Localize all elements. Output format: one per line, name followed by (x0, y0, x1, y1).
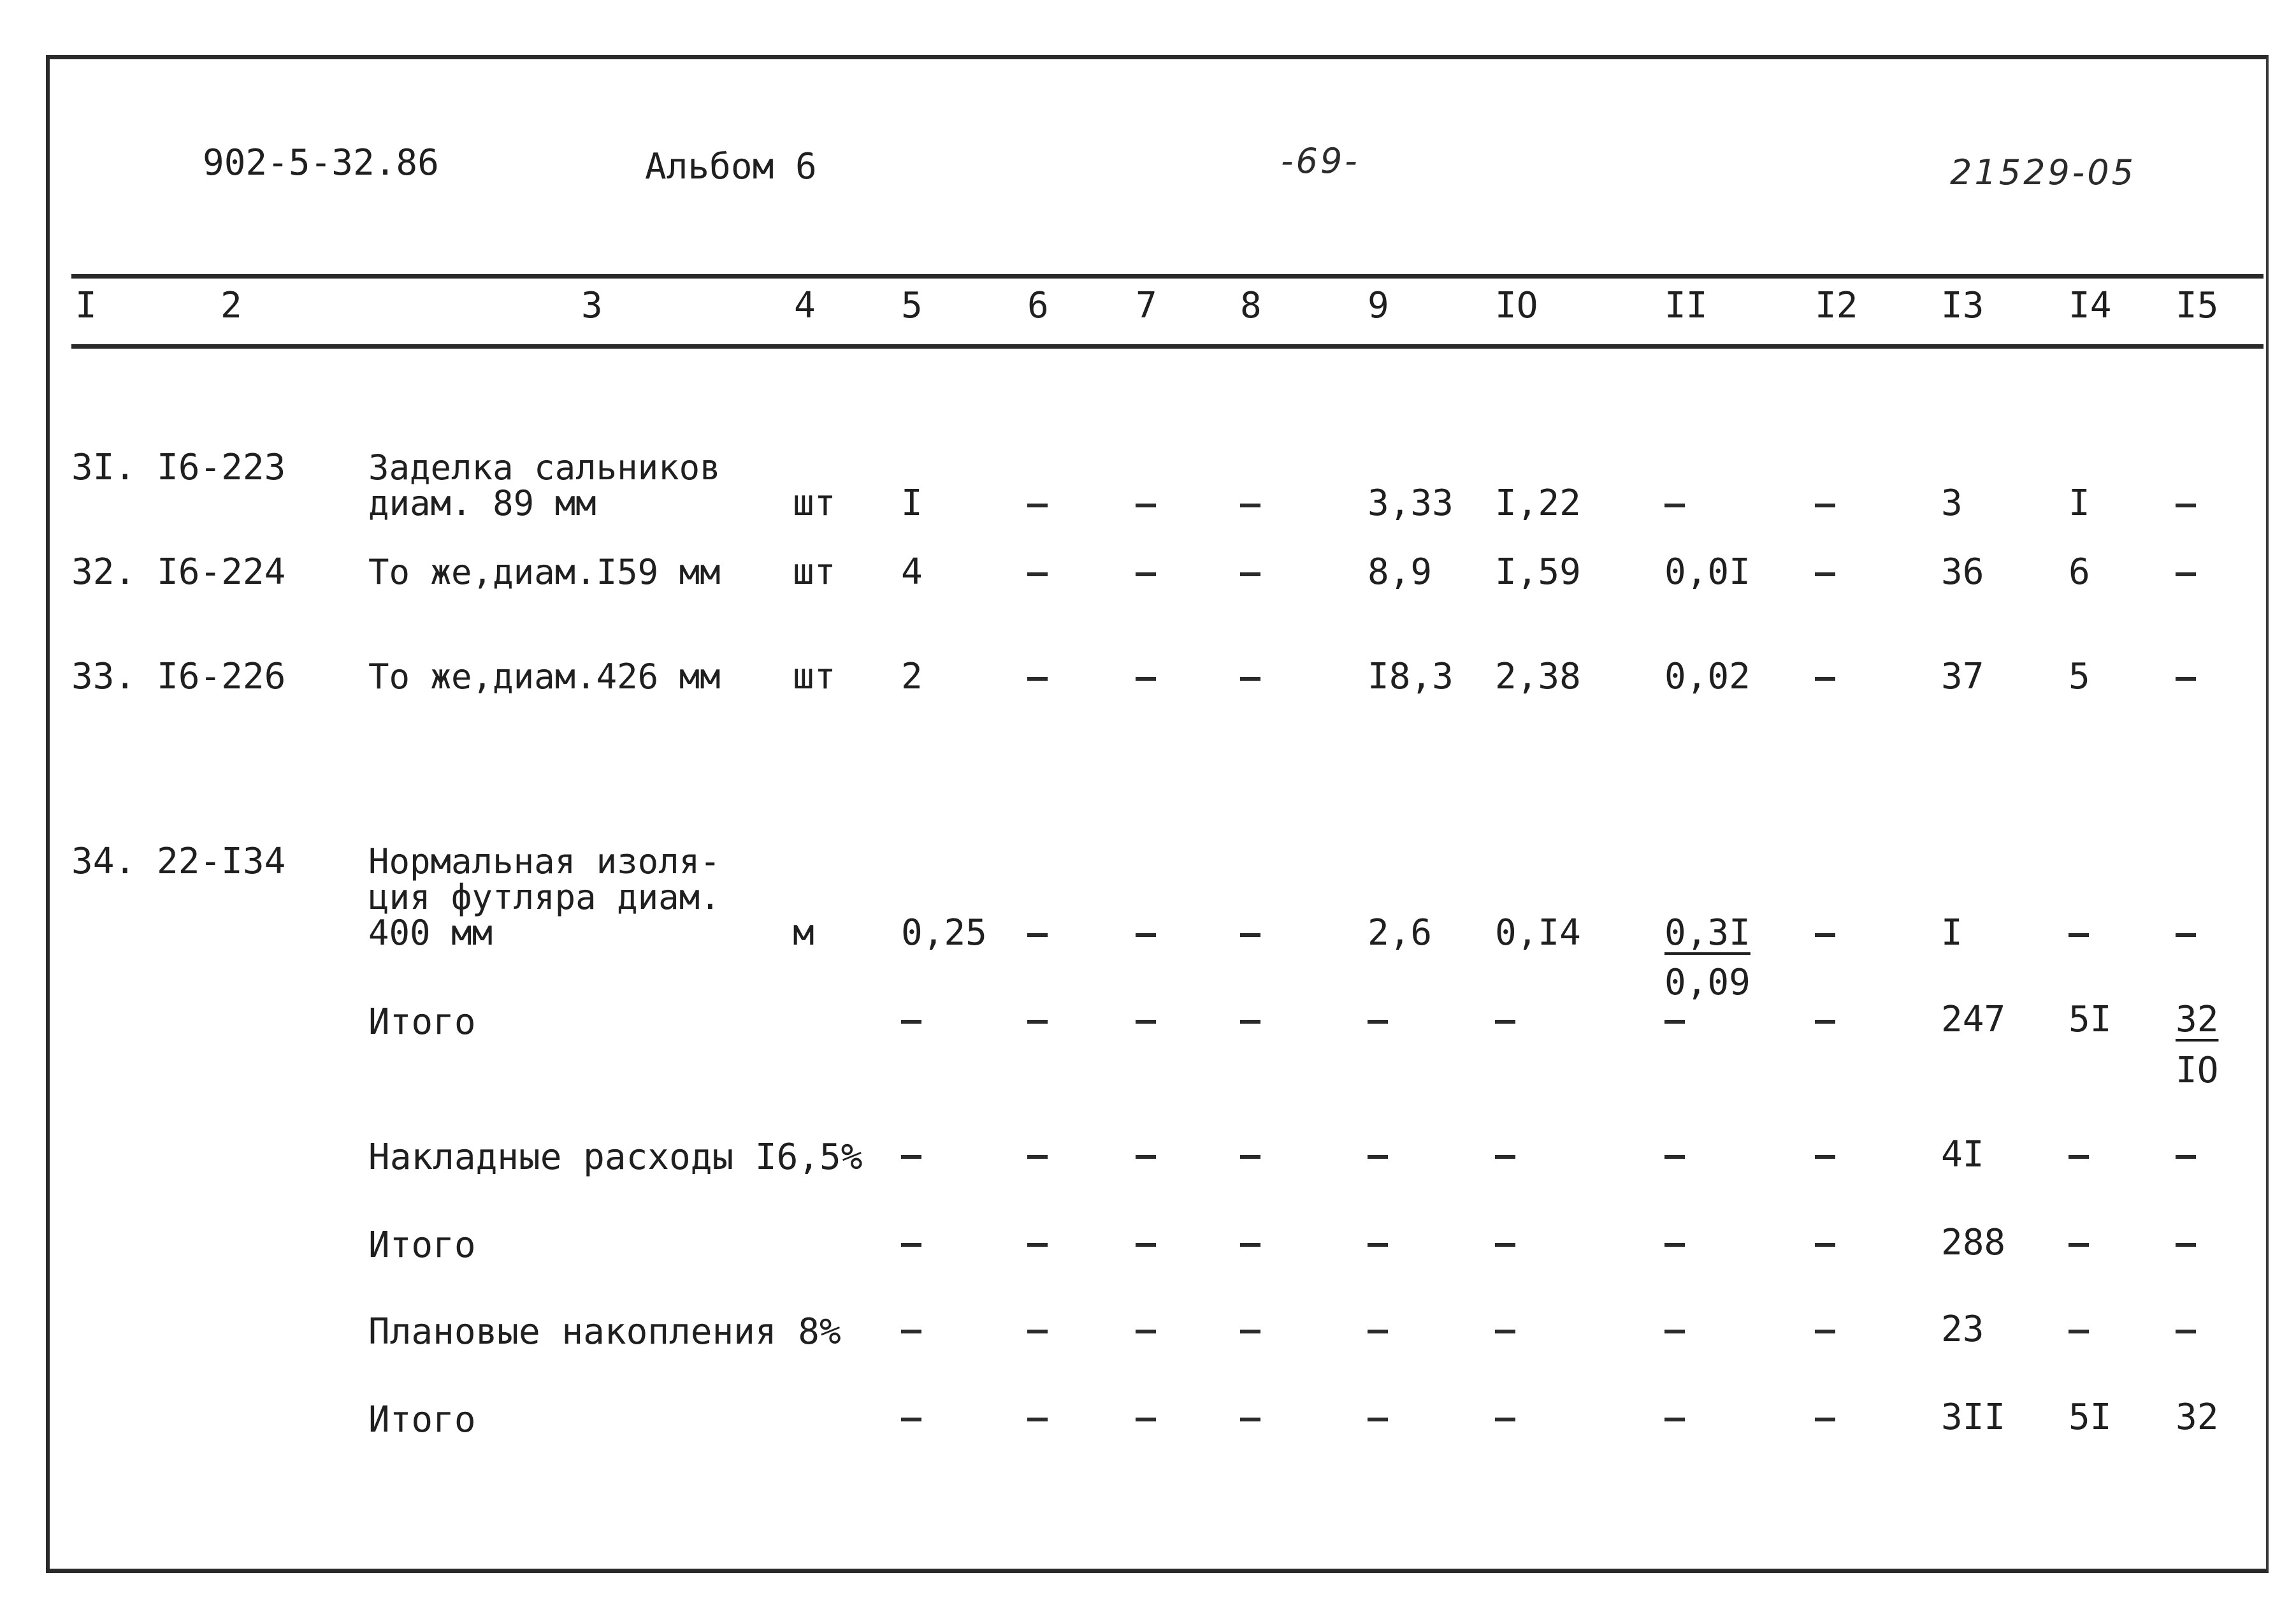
cell-c13: 36 (1941, 551, 1984, 593)
dash-mark (901, 1020, 921, 1024)
column-number: IO (1495, 285, 1538, 326)
cell-c15 (2176, 659, 2196, 695)
dash-mark (1368, 1330, 1388, 1333)
dash-mark (1027, 572, 1048, 576)
total-label: Итого (368, 1224, 476, 1266)
row-description: Заделка сальников диам. 89 мм (368, 447, 721, 523)
column-number: 5 (901, 285, 923, 326)
dash-mark (1664, 1418, 1685, 1421)
cell-c11: 0,3I (1664, 912, 1751, 954)
dash-mark (901, 1243, 921, 1247)
page-number: -69- (1281, 141, 1360, 181)
column-number: 9 (1368, 285, 1389, 326)
dash-mark (2176, 933, 2196, 937)
dash-mark (1495, 1330, 1515, 1333)
cell-c10: I,22 (1495, 483, 1581, 524)
total-cell-c6 (1027, 1225, 1048, 1261)
total-cell-c15: 32 (2176, 1397, 2219, 1438)
row-number: 34. (71, 841, 136, 882)
total-cell-c8 (1240, 1400, 1260, 1435)
row-description: Нормальная изоля- ция футляра диам. 400 мм (368, 841, 721, 953)
cell-c12 (1815, 915, 1835, 951)
dash-mark (1368, 1418, 1388, 1421)
row-code: I6-226 (157, 656, 286, 697)
column-number: I2 (1815, 285, 1858, 326)
total-cell-c10 (1495, 1002, 1515, 1038)
dash-mark (2069, 1243, 2089, 1247)
total-cell-c7 (1136, 1400, 1156, 1435)
column-number: I (75, 285, 97, 326)
total-cell-c5 (901, 1002, 921, 1038)
row-code: I6-223 (157, 447, 286, 488)
column-number: 7 (1136, 285, 1157, 326)
cell-c7 (1136, 486, 1156, 521)
total-cell-c15 (2176, 1225, 2196, 1261)
total-cell-c9 (1368, 1002, 1388, 1038)
total-cell-c6 (1027, 1312, 1048, 1347)
dash-mark (1368, 1155, 1388, 1159)
cell-c15 (2176, 915, 2196, 951)
dash-mark (1136, 933, 1156, 937)
total-cell-c9 (1368, 1312, 1388, 1347)
archive-number: 21529-05 (1950, 152, 2136, 192)
total-cell-c14 (2069, 1225, 2089, 1261)
column-number: I3 (1941, 285, 1984, 326)
row-description: То же,диам.426 мм (368, 657, 721, 697)
cell-c9: 2,6 (1368, 912, 1433, 954)
total-cell-c11 (1664, 1400, 1685, 1435)
total-label: Накладные расходы I6,5% (368, 1136, 863, 1178)
dash-mark (1495, 1418, 1515, 1421)
cell-c15 (2176, 555, 2196, 590)
dash-mark (1027, 504, 1048, 507)
total-cell-c13: 247 (1941, 999, 2006, 1040)
column-number: II (1664, 285, 1708, 326)
dash-mark (1815, 1418, 1835, 1421)
total-cell-c13: 288 (1941, 1222, 2006, 1263)
total-cell-c5 (901, 1312, 921, 1347)
dash-mark (2176, 572, 2196, 576)
dash-mark (1136, 677, 1156, 681)
cell-c6 (1027, 915, 1048, 951)
total-cell-c8 (1240, 1002, 1260, 1038)
cell-c13: 3 (1941, 483, 1963, 524)
column-number: 2 (220, 285, 242, 326)
total-cell-c12 (1815, 1002, 1835, 1038)
column-number: I4 (2069, 285, 2112, 326)
total-cell-c14 (2069, 1312, 2089, 1347)
total-cell-c6 (1027, 1137, 1048, 1173)
dash-mark (1240, 504, 1260, 507)
dash-mark (901, 1155, 921, 1159)
dash-mark (1240, 677, 1260, 681)
dash-mark (1027, 1020, 1048, 1024)
total-cell-c13: 23 (1941, 1309, 1984, 1350)
dash-mark (1495, 1243, 1515, 1247)
dash-mark (901, 1418, 921, 1421)
dash-mark (1240, 1418, 1260, 1421)
total-cell-c13: 4I (1941, 1134, 1984, 1175)
dash-mark (1027, 677, 1048, 681)
cell-c7 (1136, 659, 1156, 695)
cell-c5: 4 (901, 551, 923, 593)
dash-mark (1815, 1155, 1835, 1159)
cell-c9: 3,33 (1368, 483, 1454, 524)
total-label: Итого (368, 1001, 476, 1043)
cell-c10: 2,38 (1495, 656, 1581, 697)
cell-c6 (1027, 659, 1048, 695)
dash-mark (1027, 1330, 1048, 1333)
dash-mark (1027, 1243, 1048, 1247)
dash-mark (1027, 1418, 1048, 1421)
dash-mark (1136, 1020, 1156, 1024)
total-cell-c7 (1136, 1137, 1156, 1173)
total-cell-c8 (1240, 1312, 1260, 1347)
cell-c14: 5 (2069, 656, 2090, 697)
total-c15-denominator: IO (2176, 1050, 2219, 1091)
total-cell-c9 (1368, 1137, 1388, 1173)
dash-mark (2176, 1330, 2196, 1333)
dash-mark (1240, 572, 1260, 576)
dash-mark (1815, 504, 1835, 507)
column-number: 4 (794, 285, 816, 326)
dash-mark (2176, 677, 2196, 681)
dash-mark (1664, 1020, 1685, 1024)
dash-mark (1664, 1330, 1685, 1333)
cell-c13: 37 (1941, 656, 1984, 697)
row-description: То же,диам.I59 мм (368, 552, 721, 592)
cell-c8 (1240, 555, 1260, 590)
total-cell-c7 (1136, 1002, 1156, 1038)
dash-mark (1027, 1155, 1048, 1159)
dash-mark (2176, 1155, 2196, 1159)
total-cell-c12 (1815, 1137, 1835, 1173)
total-cell-c10 (1495, 1400, 1515, 1435)
dash-mark (1815, 677, 1835, 681)
total-cell-c13: 3II (1941, 1397, 2006, 1438)
cell-c14: I (2069, 483, 2090, 524)
dash-mark (1368, 1020, 1388, 1024)
document-code: 902-5-32.86 (203, 142, 439, 184)
cell-c11: 0,0I (1664, 551, 1751, 593)
cell-c13: I (1941, 912, 1963, 954)
dash-mark (1240, 1243, 1260, 1247)
total-label: Плановые накопления 8% (368, 1311, 841, 1353)
cell-c8 (1240, 486, 1260, 521)
row-unit: шт (793, 551, 836, 593)
dash-mark (1815, 1243, 1835, 1247)
dash-mark (1664, 504, 1685, 507)
dash-mark (1815, 933, 1835, 937)
dash-mark (1136, 572, 1156, 576)
cell-c12 (1815, 659, 1835, 695)
dash-mark (901, 1330, 921, 1333)
cell-c10: 0,I4 (1495, 912, 1581, 954)
column-number: I5 (2176, 285, 2219, 326)
dash-mark (1240, 1330, 1260, 1333)
cell-c14 (2069, 915, 2089, 951)
cell-c8 (1240, 659, 1260, 695)
cell-c11-denominator: 0,09 (1664, 962, 1751, 1003)
total-cell-c8 (1240, 1137, 1260, 1173)
cell-c7 (1136, 555, 1156, 590)
dash-mark (2176, 1243, 2196, 1247)
cell-c5: 2 (901, 656, 923, 697)
row-number: 3I. (71, 447, 136, 488)
row-number: 33. (71, 656, 136, 697)
cell-c8 (1240, 915, 1260, 951)
dash-mark (1815, 1330, 1835, 1333)
total-cell-c14: 5I (2069, 999, 2112, 1040)
cell-c10: I,59 (1495, 551, 1581, 593)
dash-mark (1815, 572, 1835, 576)
row-unit: шт (793, 656, 836, 697)
header-top-rule (71, 274, 2264, 279)
dash-mark (1240, 1020, 1260, 1024)
total-cell-c15 (2176, 1137, 2196, 1173)
total-cell-c7 (1136, 1225, 1156, 1261)
total-cell-c11 (1664, 1225, 1685, 1261)
cell-c7 (1136, 915, 1156, 951)
row-code: 22-I34 (157, 841, 286, 882)
dash-mark (1136, 1418, 1156, 1421)
row-code: I6-224 (157, 551, 286, 593)
row-unit: м (793, 912, 814, 954)
total-cell-c12 (1815, 1225, 1835, 1261)
dash-mark (1240, 933, 1260, 937)
total-cell-c10 (1495, 1312, 1515, 1347)
total-cell-c9 (1368, 1400, 1388, 1435)
total-cell-c8 (1240, 1225, 1260, 1261)
dash-mark (1495, 1155, 1515, 1159)
column-number: 3 (581, 285, 603, 326)
total-cell-c11 (1664, 1002, 1685, 1038)
dash-mark (2176, 504, 2196, 507)
dash-mark (1368, 1243, 1388, 1247)
total-cell-c7 (1136, 1312, 1156, 1347)
dash-mark (1815, 1020, 1835, 1024)
dash-mark (1664, 1243, 1685, 1247)
cell-c9: 8,9 (1368, 551, 1433, 593)
total-cell-c10 (1495, 1137, 1515, 1173)
total-cell-c5 (901, 1137, 921, 1173)
cell-c14: 6 (2069, 551, 2090, 593)
total-cell-c15 (2176, 1312, 2196, 1347)
row-unit: шт (793, 483, 836, 524)
cell-c11 (1664, 486, 1685, 521)
total-cell-c9 (1368, 1225, 1388, 1261)
total-cell-c14 (2069, 1137, 2089, 1173)
album-label: Альбом 6 (645, 146, 817, 187)
dash-mark (1136, 1155, 1156, 1159)
cell-c6 (1027, 486, 1048, 521)
dash-mark (2069, 1155, 2089, 1159)
total-cell-c11 (1664, 1312, 1685, 1347)
cell-c11: 0,02 (1664, 656, 1751, 697)
cell-c5: I (901, 483, 923, 524)
row-number: 32. (71, 551, 136, 593)
total-cell-c6 (1027, 1400, 1048, 1435)
cell-c12 (1815, 555, 1835, 590)
total-cell-c15: 32 (2176, 999, 2219, 1040)
cell-c5: 0,25 (901, 912, 987, 954)
dash-mark (2069, 933, 2089, 937)
dash-mark (1136, 504, 1156, 507)
total-cell-c5 (901, 1225, 921, 1261)
header-bottom-rule (71, 344, 2264, 349)
column-number: 6 (1027, 285, 1049, 326)
total-cell-c10 (1495, 1225, 1515, 1261)
dash-mark (1136, 1330, 1156, 1333)
dash-mark (2069, 1330, 2089, 1333)
total-cell-c12 (1815, 1400, 1835, 1435)
total-cell-c5 (901, 1400, 921, 1435)
cell-c12 (1815, 486, 1835, 521)
total-cell-c6 (1027, 1002, 1048, 1038)
cell-c6 (1027, 555, 1048, 590)
total-cell-c11 (1664, 1137, 1685, 1173)
column-number: 8 (1240, 285, 1262, 326)
cell-c15 (2176, 486, 2196, 521)
dash-mark (1240, 1155, 1260, 1159)
cell-c9: I8,3 (1368, 656, 1454, 697)
total-cell-c14: 5I (2069, 1397, 2112, 1438)
dash-mark (1136, 1243, 1156, 1247)
total-cell-c12 (1815, 1312, 1835, 1347)
dash-mark (1495, 1020, 1515, 1024)
dash-mark (1664, 1155, 1685, 1159)
total-label: Итого (368, 1399, 476, 1441)
dash-mark (1027, 933, 1048, 937)
